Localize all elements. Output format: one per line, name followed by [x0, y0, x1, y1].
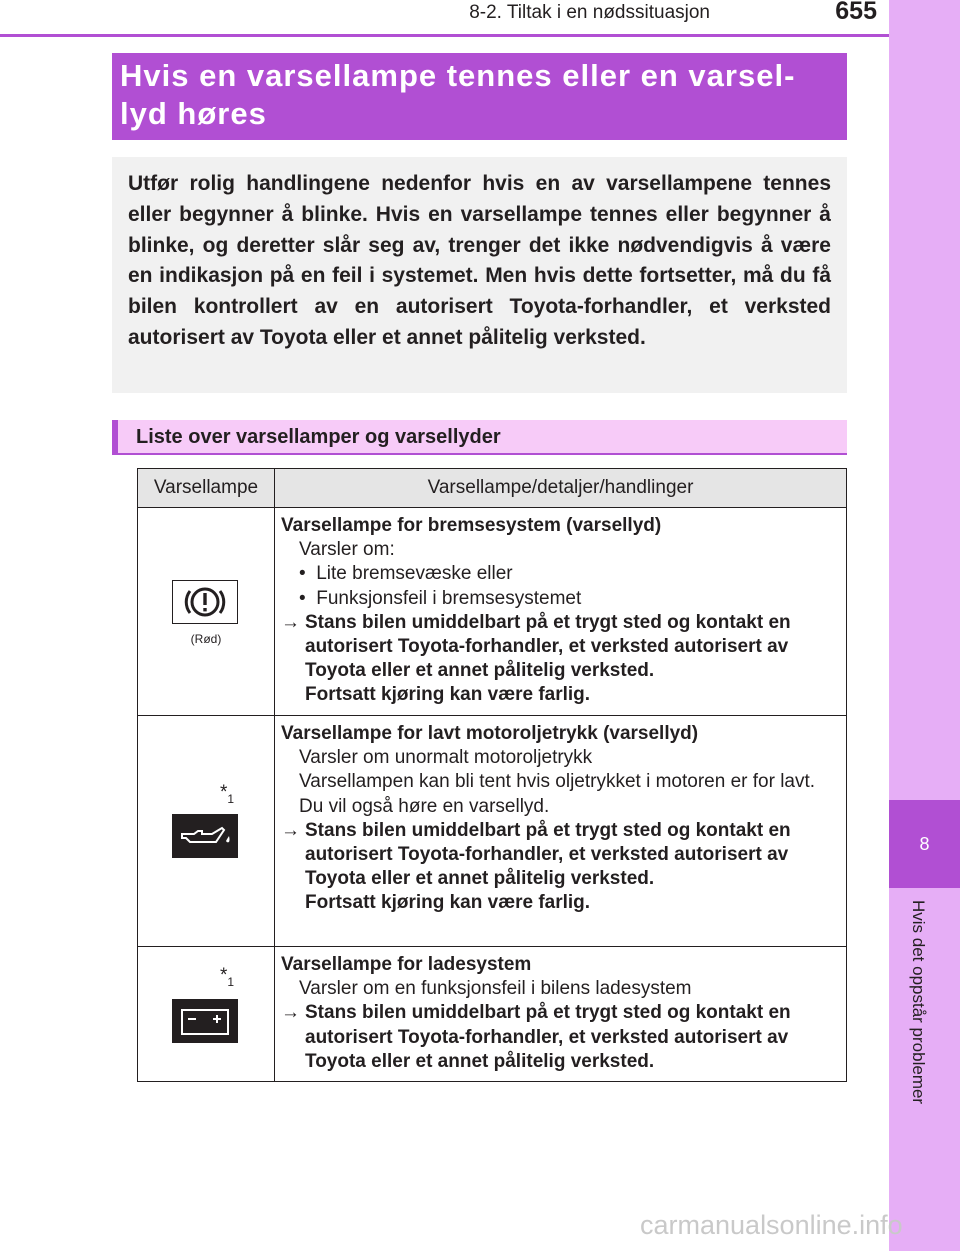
- oil-pressure-icon: [172, 814, 238, 858]
- danger-note: Fortsatt kjøring kan være farlig.: [305, 684, 591, 706]
- table-row: [138, 716, 847, 947]
- details-cell: [275, 716, 847, 947]
- brake-warning-icon: [172, 580, 238, 624]
- detail-text: Varsler om en funksjonsfeil i bilens ladesystem: [299, 978, 692, 1000]
- footnote-marker: $*_1$: [220, 965, 235, 989]
- table-header-row: [138, 469, 847, 508]
- warning-lamp-table: [137, 468, 847, 1082]
- chapter-number-tab[interactable]: 8: [889, 800, 960, 888]
- chapter-title-vertical: Hvis det oppstår problemer: [909, 900, 928, 1105]
- lamp-title: Varsellampe for ladesystem: [281, 954, 532, 975]
- heading-line-2: lyd høres: [120, 96, 267, 131]
- detail-text: Du vil også høre en varsellyd.: [299, 795, 550, 817]
- action-instruction: → Stans bilen umiddelbart på et trygt sted og kontakt en autorisert Toyota-forhandler, et verksted autorisert av Toyota eller et annet pålitelig verksted. Fortsatt kjøring kan være farlig.: [281, 611, 834, 708]
- arrow-icon: →: [281, 819, 300, 841]
- action-instruction: → Stans bilen umiddelbart på et trygt sted og kontakt en autorisert Toyota-forhandler, et verksted autorisert av Toyota eller et annet pålitelig verksted. Fortsatt kjøring kan være farlig.: [281, 819, 834, 916]
- danger-note: Fortsatt kjøring kan være farlig.: [305, 892, 591, 914]
- table-row: [138, 947, 847, 1082]
- header-rule: [0, 34, 889, 37]
- lamp-cell: [138, 716, 275, 947]
- detail-bullet: • Funksjonsfeil i bremsesystemet: [299, 587, 582, 609]
- details-cell: [275, 947, 847, 1082]
- arrow-icon: →: [281, 611, 300, 633]
- intro-paragraph: Utfør rolig handlingene nedenfor hvis en av varsellampene tennes eller begynner å blinke. Hvis en varsellampe tennes eller begynner å blinke, og deretter slår seg av, trenger det ikke nødvendigvis å være en indikasjon på en feil i systemet. Men hvis dette fortsetter, må du få bilen kontrollert av en autorisert Toyota-forhandler, et verksted autorisert av Toyota eller et annet pålitelig verksted.: [112, 157, 847, 393]
- table-row: [138, 508, 847, 716]
- arrow-icon: →: [281, 1002, 300, 1024]
- subheading-rule: [112, 453, 847, 455]
- lamp-cell: [138, 947, 275, 1082]
- heading-line-1: Hvis en varsellampe tennes eller en varsel-: [120, 58, 796, 93]
- section-title: 8-2. Tiltak i en nødssituasjon: [469, 2, 710, 23]
- battery-charge-icon: [172, 999, 238, 1043]
- col-header-details: Varsellampe/detaljer/handlinger: [275, 469, 847, 508]
- lamp-color-caption: (Rød): [190, 632, 222, 646]
- detail-bullet: • Lite bremsevæske eller: [299, 563, 513, 585]
- detail-text: Varsler om:: [299, 539, 395, 561]
- footnote-marker: $*_1$: [220, 782, 235, 806]
- detail-text: Varsler om unormalt motoroljetrykk: [299, 747, 593, 769]
- lamp-cell: [138, 508, 275, 716]
- lamp-title: Varsellampe for lavt motoroljetrykk (varsellyd): [281, 723, 699, 744]
- page-number: 655: [835, 0, 877, 25]
- details-cell: [275, 508, 847, 716]
- page-heading: [112, 53, 847, 140]
- detail-text: Varsellampen kan bli tent hvis oljetrykket i motoren er for lavt.: [299, 771, 816, 793]
- lamp-title: Varsellampe for bremsesystem (varsellyd): [281, 515, 662, 536]
- action-instruction: → Stans bilen umiddelbart på et trygt sted og kontakt en autorisert Toyota-forhandler, et verksted autorisert av Toyota eller et annet pålitelig verksted.: [281, 1001, 834, 1074]
- subheading: Liste over varsellamper og varsellyder: [112, 420, 847, 455]
- watermark: carmanualsonline.info: [640, 1210, 903, 1240]
- col-header-lamp: Varsellampe: [138, 469, 275, 508]
